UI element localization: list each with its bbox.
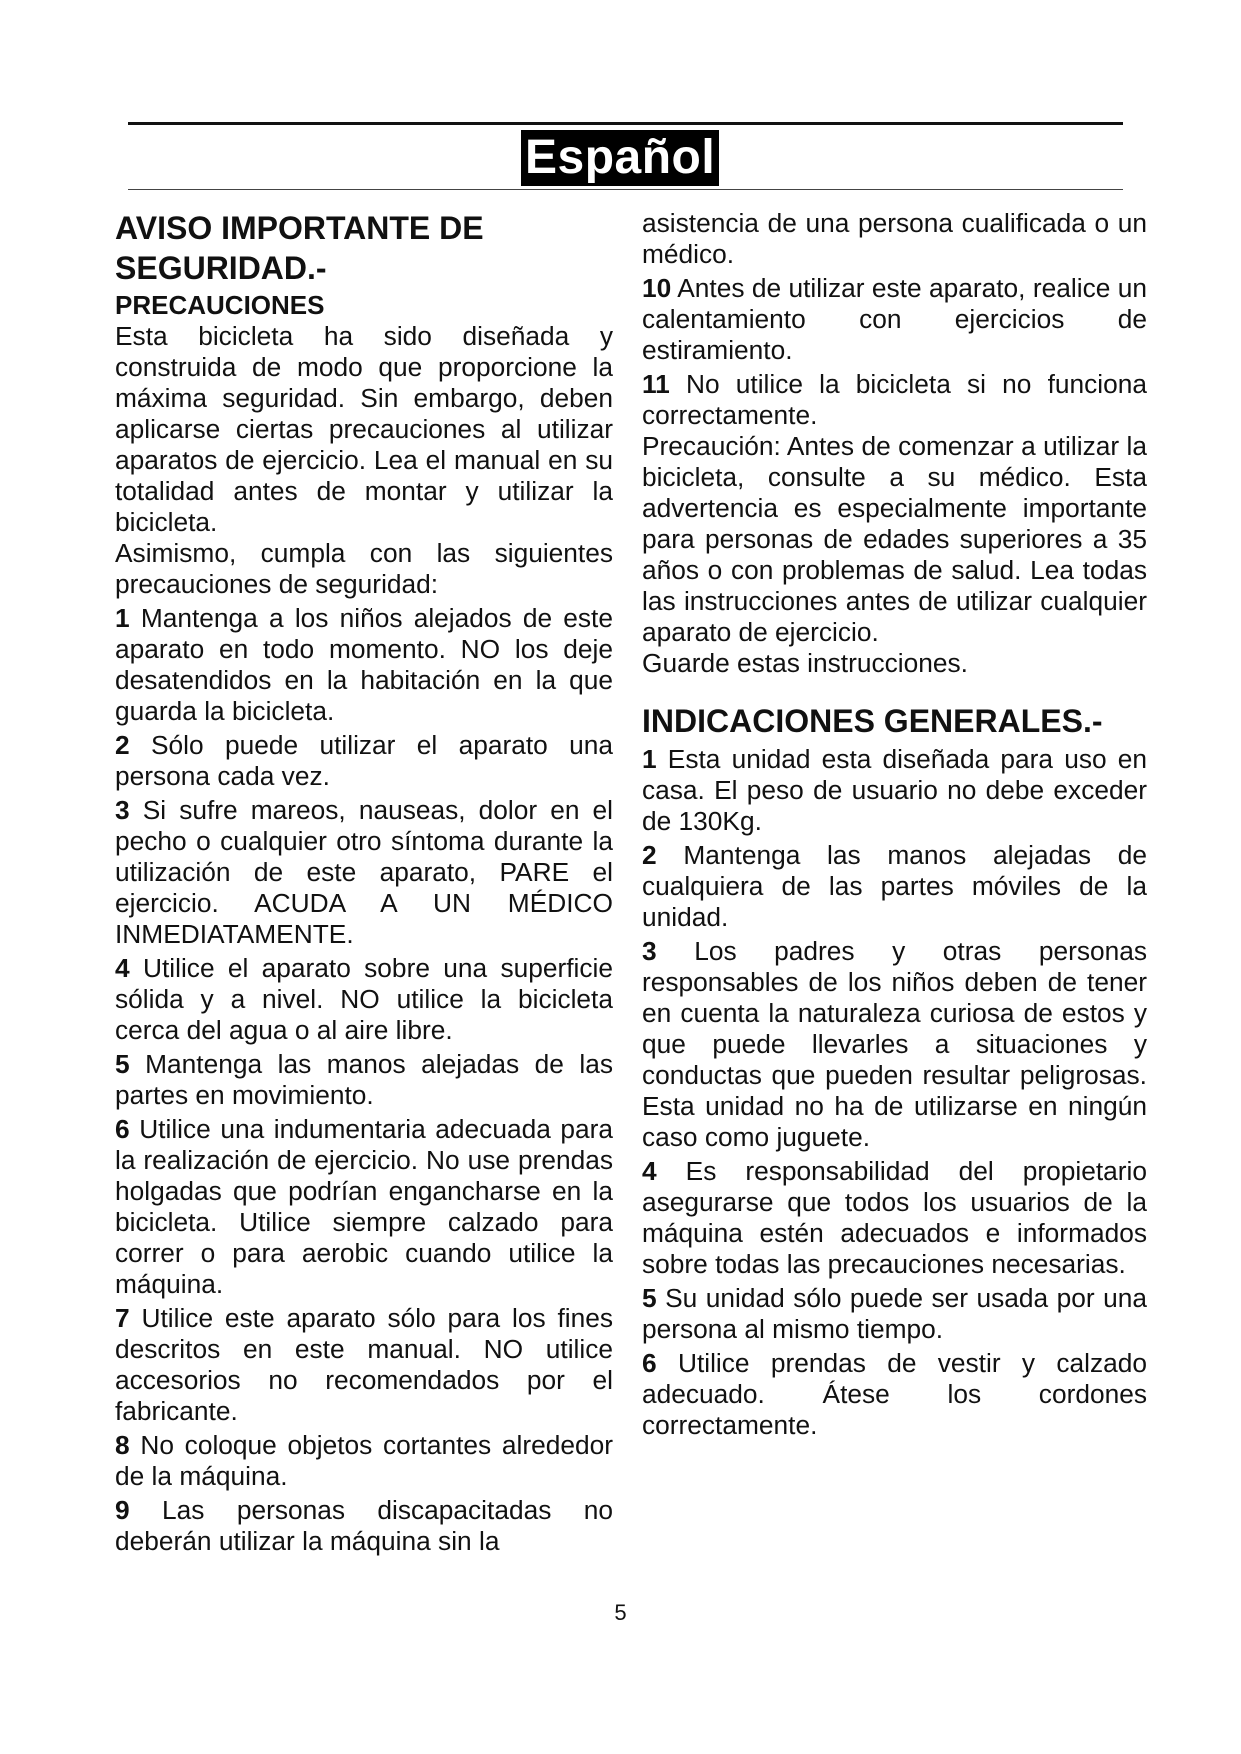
- item-number: 1: [115, 603, 130, 633]
- general-item: [642, 744, 1147, 837]
- item-text: Utilice este aparato sólo para los fines descritos en este manual. NO utilice accesorios no recomendados por el fabricante.: [115, 1303, 613, 1426]
- safety-item: [115, 795, 613, 950]
- item-number: 11: [642, 369, 670, 399]
- intro-paragraph-2: Asimismo, cumpla con las siguientes precauciones de seguridad:: [115, 538, 613, 599]
- safety-item: [115, 603, 613, 727]
- item-text: Si sufre mareos, nauseas, dolor en el pecho o cualquier otro síntoma durante la utilización de este aparato, PARE el ejercicio. ACUDA A UN MÉDICO INMEDIATAMENTE.: [115, 795, 614, 949]
- item-number: 2: [115, 730, 130, 760]
- keep-instructions: Guarde estas instrucciones.: [642, 648, 968, 678]
- item-text: Utilice el aparato sobre una superficie sólida y a nivel. NO utilice la bicicleta cerca del agua o al aire libre.: [115, 953, 613, 1045]
- item-text: Es responsabilidad del propietario asegurarse que todos los usuarios de la máquina estén adecuados e informados sobre todas las precauciones necesarias.: [642, 1156, 1147, 1279]
- general-item: [642, 1283, 1147, 1345]
- item-text: Mantenga las manos alejadas de las partes en movimiento.: [115, 1049, 613, 1110]
- item-number: 4: [642, 1156, 657, 1186]
- header-top-rule: [128, 122, 1123, 125]
- language-heading: Español: [521, 130, 719, 186]
- general-item: [642, 936, 1147, 1153]
- general-item: [642, 840, 1147, 933]
- safety-item: [115, 1430, 613, 1492]
- safety-item: [115, 1495, 613, 1557]
- item-number: 7: [115, 1303, 130, 1333]
- continuation-text: asistencia de una persona cualificada o un médico.: [642, 208, 1147, 269]
- item-number: 4: [115, 953, 130, 983]
- safety-item: [642, 369, 1147, 431]
- item-number: 2: [642, 840, 657, 870]
- item-text: Antes de utilizar este aparato, realice un calentamiento con ejercicios de estiramiento.: [642, 273, 1147, 365]
- item-number: 3: [115, 795, 130, 825]
- item-text: Mantenga a los niños alejados de este aparato en todo momento. NO los deje desatendidos en la habitación en la que guarda la bicicleta.: [115, 603, 613, 726]
- item-number: 1: [642, 744, 657, 774]
- item-text: No coloque objetos cortantes alrededor de la máquina.: [115, 1430, 613, 1491]
- item-number: 5: [115, 1049, 130, 1079]
- intro-paragraph: Esta bicicleta ha sido diseñada y construida de modo que proporcione la máxima seguridad. Sin embargo, deben aplicarse ciertas precauciones al utilizar aparatos de ejercicio. Lea el manual en su totalidad antes de montar y utilizar la bicicleta.: [115, 321, 613, 537]
- item-text: Esta unidad esta diseñada para uso en casa. El peso de usuario no debe exceder de 130Kg.: [642, 744, 1147, 836]
- general-item: [642, 1156, 1147, 1280]
- item-text: Utilice prendas de vestir y calzado adecuado. Átese los cordones correctamente.: [642, 1348, 1147, 1440]
- general-item: [642, 1348, 1147, 1441]
- item-number: 3: [642, 936, 657, 966]
- item-number: 6: [115, 1114, 130, 1144]
- item-number: 5: [642, 1283, 657, 1313]
- precautions-subtitle: PRECAUCIONES: [115, 290, 325, 320]
- safety-item: [115, 1303, 613, 1427]
- safety-item: [115, 953, 613, 1046]
- item-text: Los padres y otras personas responsables de los niños deben de tener en cuenta la naturaleza curiosa de estos y que puede llevarles a situaciones y conductas que pueden resultar peligrosas. Esta unidad no ha de utilizarse en ningún caso como juguete.: [642, 936, 1147, 1152]
- item-text: Utilice una indumentaria adecuada para la realización de ejercicio. No use prendas holgadas que podrían engancharse en la bicicleta. Utilice siempre calzado para correr o para aerobic cuando utilice la máquina.: [115, 1114, 613, 1299]
- left-column: [115, 208, 613, 1557]
- safety-item: [115, 1049, 613, 1111]
- item-number: 6: [642, 1348, 657, 1378]
- item-text: Las personas discapacitadas no deberán utilizar la máquina sin la: [115, 1495, 613, 1556]
- safety-item: [115, 730, 613, 792]
- item-number: 9: [115, 1495, 130, 1525]
- item-text: Mantenga las manos alejadas de cualquiera de las partes móviles de la unidad.: [642, 840, 1147, 932]
- header-bottom-rule: [128, 189, 1123, 190]
- safety-item: [642, 273, 1147, 366]
- safety-item: [115, 1114, 613, 1300]
- safety-notice-title: AVISO IMPORTANTE DE SEGURIDAD.-: [115, 210, 484, 286]
- caution-paragraph: Precaución: Antes de comenzar a utilizar la bicicleta, consulte a su médico. Esta advertencia es especialmente importante para personas de edades superiores a 35 años o con problemas de salud. Lea todas las instrucciones antes de utilizar cualquier aparato de ejercicio.: [642, 431, 1147, 647]
- item-number: 10: [642, 273, 672, 303]
- item-text: Sólo puede utilizar el aparato una persona cada vez.: [115, 730, 614, 791]
- right-column: [642, 208, 1147, 1441]
- item-text: No utilice la bicicleta si no funciona correctamente.: [642, 369, 1147, 430]
- page-number: 5: [614, 1600, 627, 1625]
- general-indications-title: INDICACIONES GENERALES.-: [642, 703, 1103, 739]
- item-number: 8: [115, 1430, 130, 1460]
- item-text: Su unidad sólo puede ser usada por una persona al mismo tiempo.: [642, 1283, 1147, 1344]
